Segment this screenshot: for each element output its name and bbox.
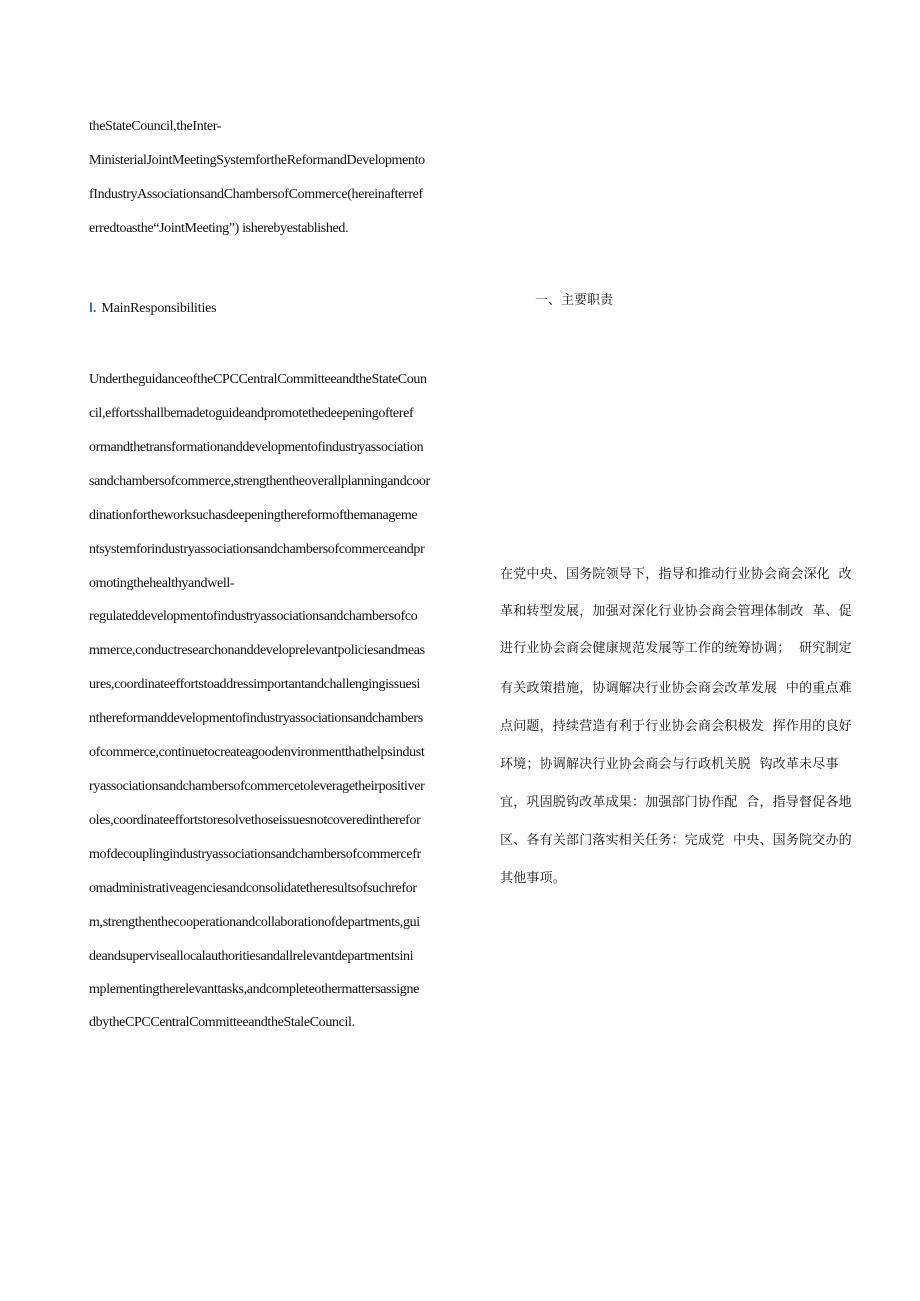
english-line: ntsystemforindustryassociationsandchambersofcommerceandpr [89, 542, 425, 557]
english-line: dinationfortheworksuchasdeepeningthereformofthemanageme [89, 508, 418, 523]
chinese-line: 其他事项。 [500, 871, 567, 886]
english-line: nthereformanddevelopmentofindustryassociationsandchambers [89, 711, 423, 726]
chinese-line: 在党中央、国务院领导下，指导和推动行业协会商会深化 改 [500, 567, 852, 582]
chinese-line: 区、各有关部门落实相关任务：完成党 中央、国务院交办的 [500, 833, 852, 848]
english-line: dbytheCPCCentralCommitteeandtheStaleCouncil. [89, 1015, 355, 1030]
english-line: regulateddevelopmentofindustryassociationsandchambersofco [89, 609, 418, 624]
section-heading-en [89, 298, 216, 318]
english-line: sandchambersofcommerce,strengthentheoverallplanningandcoor [89, 474, 430, 489]
chinese-line: 环境；协调解决行业协会商会与行政机关脱 钩改革未尽事 [500, 757, 839, 772]
english-line: mplementingtherelevanttasks,andcompleteothermattersassigne [89, 982, 419, 997]
chinese-line: 进行业协会商会健康规范发展等工作的统筹协调； 研究制定 [500, 641, 852, 656]
chinese-line: 宜，巩固脱钩改革成果：加强部门协作配 合，指导督促各地 [500, 795, 852, 810]
english-line: ryassociationsandchambersofcommercetoleveragetheirpositiver [89, 779, 425, 794]
english-line: ormandthetransformationanddevelopmentofindustryassociation [89, 440, 424, 455]
intro-line: MinisterialJointMeetingSystemfortheReformandDevelopmento [89, 153, 425, 168]
section-title-en: MainResponsibilities [101, 301, 217, 316]
chinese-line: 点问题，持续营造有利于行业协会商会积极发 挥作用的良好 [500, 719, 852, 734]
english-line: m,strengthenthecooperationandcollaborationofdepartments,gui [89, 915, 420, 930]
english-line: mmerce,conductresearchonanddeveloprelevantpoliciesandmeas [89, 643, 425, 658]
english-line: omadministrativeagenciesandconsolidatetheresultsofsuchrefor [89, 881, 417, 896]
english-line: ures,coordinateeffortstoaddressimportantandchallengingissuesi [89, 677, 421, 692]
english-line: mofdecouplingindustryassociationsandchambersofcommercefr [89, 847, 421, 862]
chinese-line: 革和转型发展，加强对深化行业协会商会管理体制改 革、促 [500, 604, 852, 619]
english-line: UndertheguidanceoftheCPCCentralCommitteeandtheStateCoun [89, 372, 427, 387]
intro-line: fIndustryAssociationsandChambersofCommerce(hereinafterref [89, 187, 423, 202]
english-line: ofcommerce,continuetocreateagoodenvironmentthathelpsindust [89, 745, 425, 760]
section-number: I. [89, 299, 97, 315]
english-line: deandsuperviseallocalauthoritiesandallrelevantdepartmentsini [89, 949, 414, 964]
section-heading-zh: 一、主要职责 [535, 293, 614, 308]
intro-line: theStateCouncil,theInter- [89, 119, 222, 134]
chinese-line: 有关政策措施，协调解决行业协会商会改革发展 中的重点难 [500, 681, 852, 696]
english-line: omotingthehealthyandwell- [89, 576, 235, 591]
intro-line: erredtoasthe“JointMeeting”) isherebyestablished. [89, 221, 349, 236]
english-line: cil,effortsshallbemadetoguideandpromotethedeepeningofteref [89, 406, 414, 421]
english-line: oles,coordinateeffortstoresolvethoseissuesnotcoveredintherefor [89, 813, 421, 828]
